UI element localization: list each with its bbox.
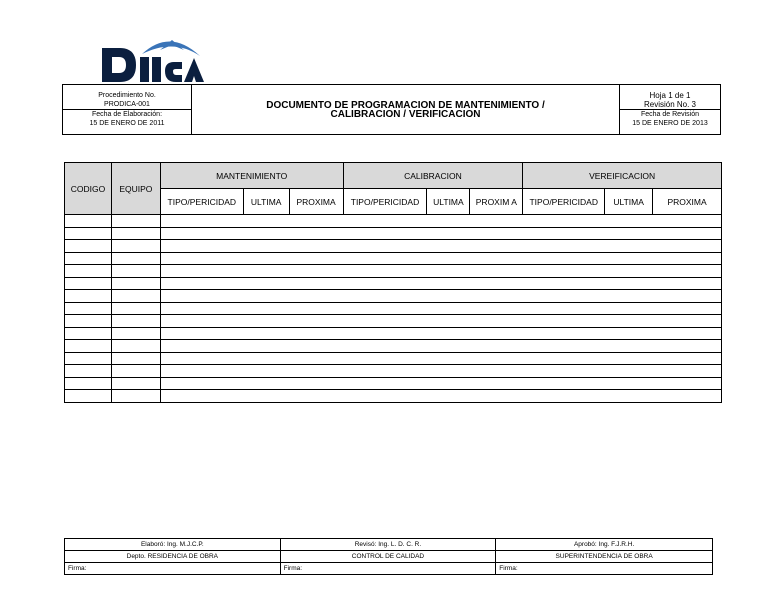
elaborated-by: Elaboró: Ing. M.J.C.P. <box>65 539 281 551</box>
schedule-cell[interactable] <box>160 227 721 240</box>
procedure-info <box>63 85 192 135</box>
equipo-cell[interactable] <box>111 340 160 353</box>
revision-info <box>620 85 721 135</box>
document-title <box>192 85 620 135</box>
table-row <box>65 290 722 303</box>
equipo-cell[interactable] <box>111 327 160 340</box>
table-row <box>65 377 722 390</box>
column-c-proxima: PROXIM A <box>470 189 523 215</box>
equipo-cell[interactable] <box>111 365 160 378</box>
signature-field-3[interactable]: Firma: <box>496 563 713 575</box>
signature-field-1[interactable]: Firma: <box>65 563 281 575</box>
codigo-cell[interactable] <box>65 227 112 240</box>
schedule-cell[interactable] <box>160 240 721 253</box>
department-1: Depto. RESIDENCIA DE OBRA <box>65 551 281 563</box>
column-v-proxima: PROXIMA <box>653 189 722 215</box>
codigo-cell[interactable] <box>65 315 112 328</box>
table-row <box>65 327 722 340</box>
column-m-tipo: TIPO/PERICIDAD <box>160 189 243 215</box>
table-row <box>65 215 722 228</box>
procedure-value: PRODICA-001 <box>63 100 191 110</box>
title-line-1: DOCUMENTO DE PROGRAMACION DE MANTENIMIENTO / <box>266 99 545 111</box>
schedule-cell[interactable] <box>160 327 721 340</box>
table-row <box>65 227 722 240</box>
schedule-cell[interactable] <box>160 390 721 403</box>
codigo-cell[interactable] <box>65 390 112 403</box>
page-number: Hoja 1 de 1 <box>649 91 691 100</box>
table-row <box>65 240 722 253</box>
schedule-cell[interactable] <box>160 365 721 378</box>
column-equipo: EQUIPO <box>111 163 160 215</box>
group-calibracion: CALIBRACION <box>343 163 523 189</box>
schedule-cell[interactable] <box>160 265 721 278</box>
table-row <box>65 315 722 328</box>
codigo-cell[interactable] <box>65 265 112 278</box>
column-c-tipo: TIPO/PERICIDAD <box>343 189 427 215</box>
codigo-cell[interactable] <box>65 240 112 253</box>
equipo-cell[interactable] <box>111 265 160 278</box>
codigo-cell[interactable] <box>65 290 112 303</box>
group-mantenimiento: MANTENIMIENTO <box>160 163 343 189</box>
codigo-cell[interactable] <box>65 377 112 390</box>
elaboration-date: 15 DE ENERO DE 2011 <box>89 120 165 127</box>
equipo-cell[interactable] <box>111 252 160 265</box>
table-row <box>65 265 722 278</box>
schedule-cell[interactable] <box>160 215 721 228</box>
codigo-cell[interactable] <box>65 340 112 353</box>
schedule-cell[interactable] <box>160 377 721 390</box>
equipo-cell[interactable] <box>111 302 160 315</box>
codigo-cell[interactable] <box>65 215 112 228</box>
company-logo <box>100 34 208 84</box>
schedule-cell[interactable] <box>160 277 721 290</box>
column-codigo: CODIGO <box>65 163 112 215</box>
department-3: SUPERINTENDENCIA DE OBRA <box>496 551 713 563</box>
schedule-cell[interactable] <box>160 340 721 353</box>
codigo-cell[interactable] <box>65 252 112 265</box>
equipo-cell[interactable] <box>111 240 160 253</box>
table-row <box>65 302 722 315</box>
signature-block <box>64 538 713 575</box>
table-row <box>65 252 722 265</box>
table-row <box>65 365 722 378</box>
schedule-cell[interactable] <box>160 290 721 303</box>
equipo-cell[interactable] <box>111 290 160 303</box>
revision-number: Revisión No. 3 <box>620 100 720 110</box>
group-verificacion: VEREIFICACION <box>523 163 722 189</box>
procedure-label: Procedimiento No. <box>98 92 156 99</box>
column-v-ultima: ULTIMA <box>605 189 653 215</box>
department-2: CONTROL DE CALIDAD <box>280 551 496 563</box>
codigo-cell[interactable] <box>65 277 112 290</box>
codigo-cell[interactable] <box>65 352 112 365</box>
column-m-proxima: PROXIMA <box>289 189 343 215</box>
signature-field-2[interactable]: Firma: <box>280 563 496 575</box>
table-row <box>65 390 722 403</box>
codigo-cell[interactable] <box>65 365 112 378</box>
column-v-tipo: TIPO/PERICIDAD <box>523 189 605 215</box>
schedule-cell[interactable] <box>160 302 721 315</box>
table-row <box>65 352 722 365</box>
equipo-cell[interactable] <box>111 315 160 328</box>
equipo-cell[interactable] <box>111 227 160 240</box>
equipo-cell[interactable] <box>111 352 160 365</box>
codigo-cell[interactable] <box>65 302 112 315</box>
codigo-cell[interactable] <box>65 327 112 340</box>
equipo-cell[interactable] <box>111 215 160 228</box>
elaboration-label: Fecha de Elaboración: <box>91 111 163 118</box>
reviewed-by: Revisó: Ing. L. D. C. R. <box>280 539 496 551</box>
schedule-cell[interactable] <box>160 252 721 265</box>
table-row <box>65 277 722 290</box>
equipo-cell[interactable] <box>111 377 160 390</box>
column-m-ultima: ULTIMA <box>243 189 289 215</box>
schedule-cell[interactable] <box>160 315 721 328</box>
schedule-cell[interactable] <box>160 352 721 365</box>
column-c-ultima: ULTIMA <box>427 189 470 215</box>
table-row <box>65 340 722 353</box>
document-header <box>62 84 721 135</box>
equipo-cell[interactable] <box>111 390 160 403</box>
programming-table <box>64 162 722 403</box>
equipo-cell[interactable] <box>111 277 160 290</box>
title-line-2: CALIBRACION / VERIFICACION <box>330 108 481 120</box>
table-body <box>65 215 722 403</box>
revision-date-label: Fecha de Revisión <box>641 111 699 118</box>
approved-by: Aprobó: Ing. F.J.R.H. <box>496 539 713 551</box>
revision-date: 15 DE ENERO DE 2013 <box>632 120 708 127</box>
